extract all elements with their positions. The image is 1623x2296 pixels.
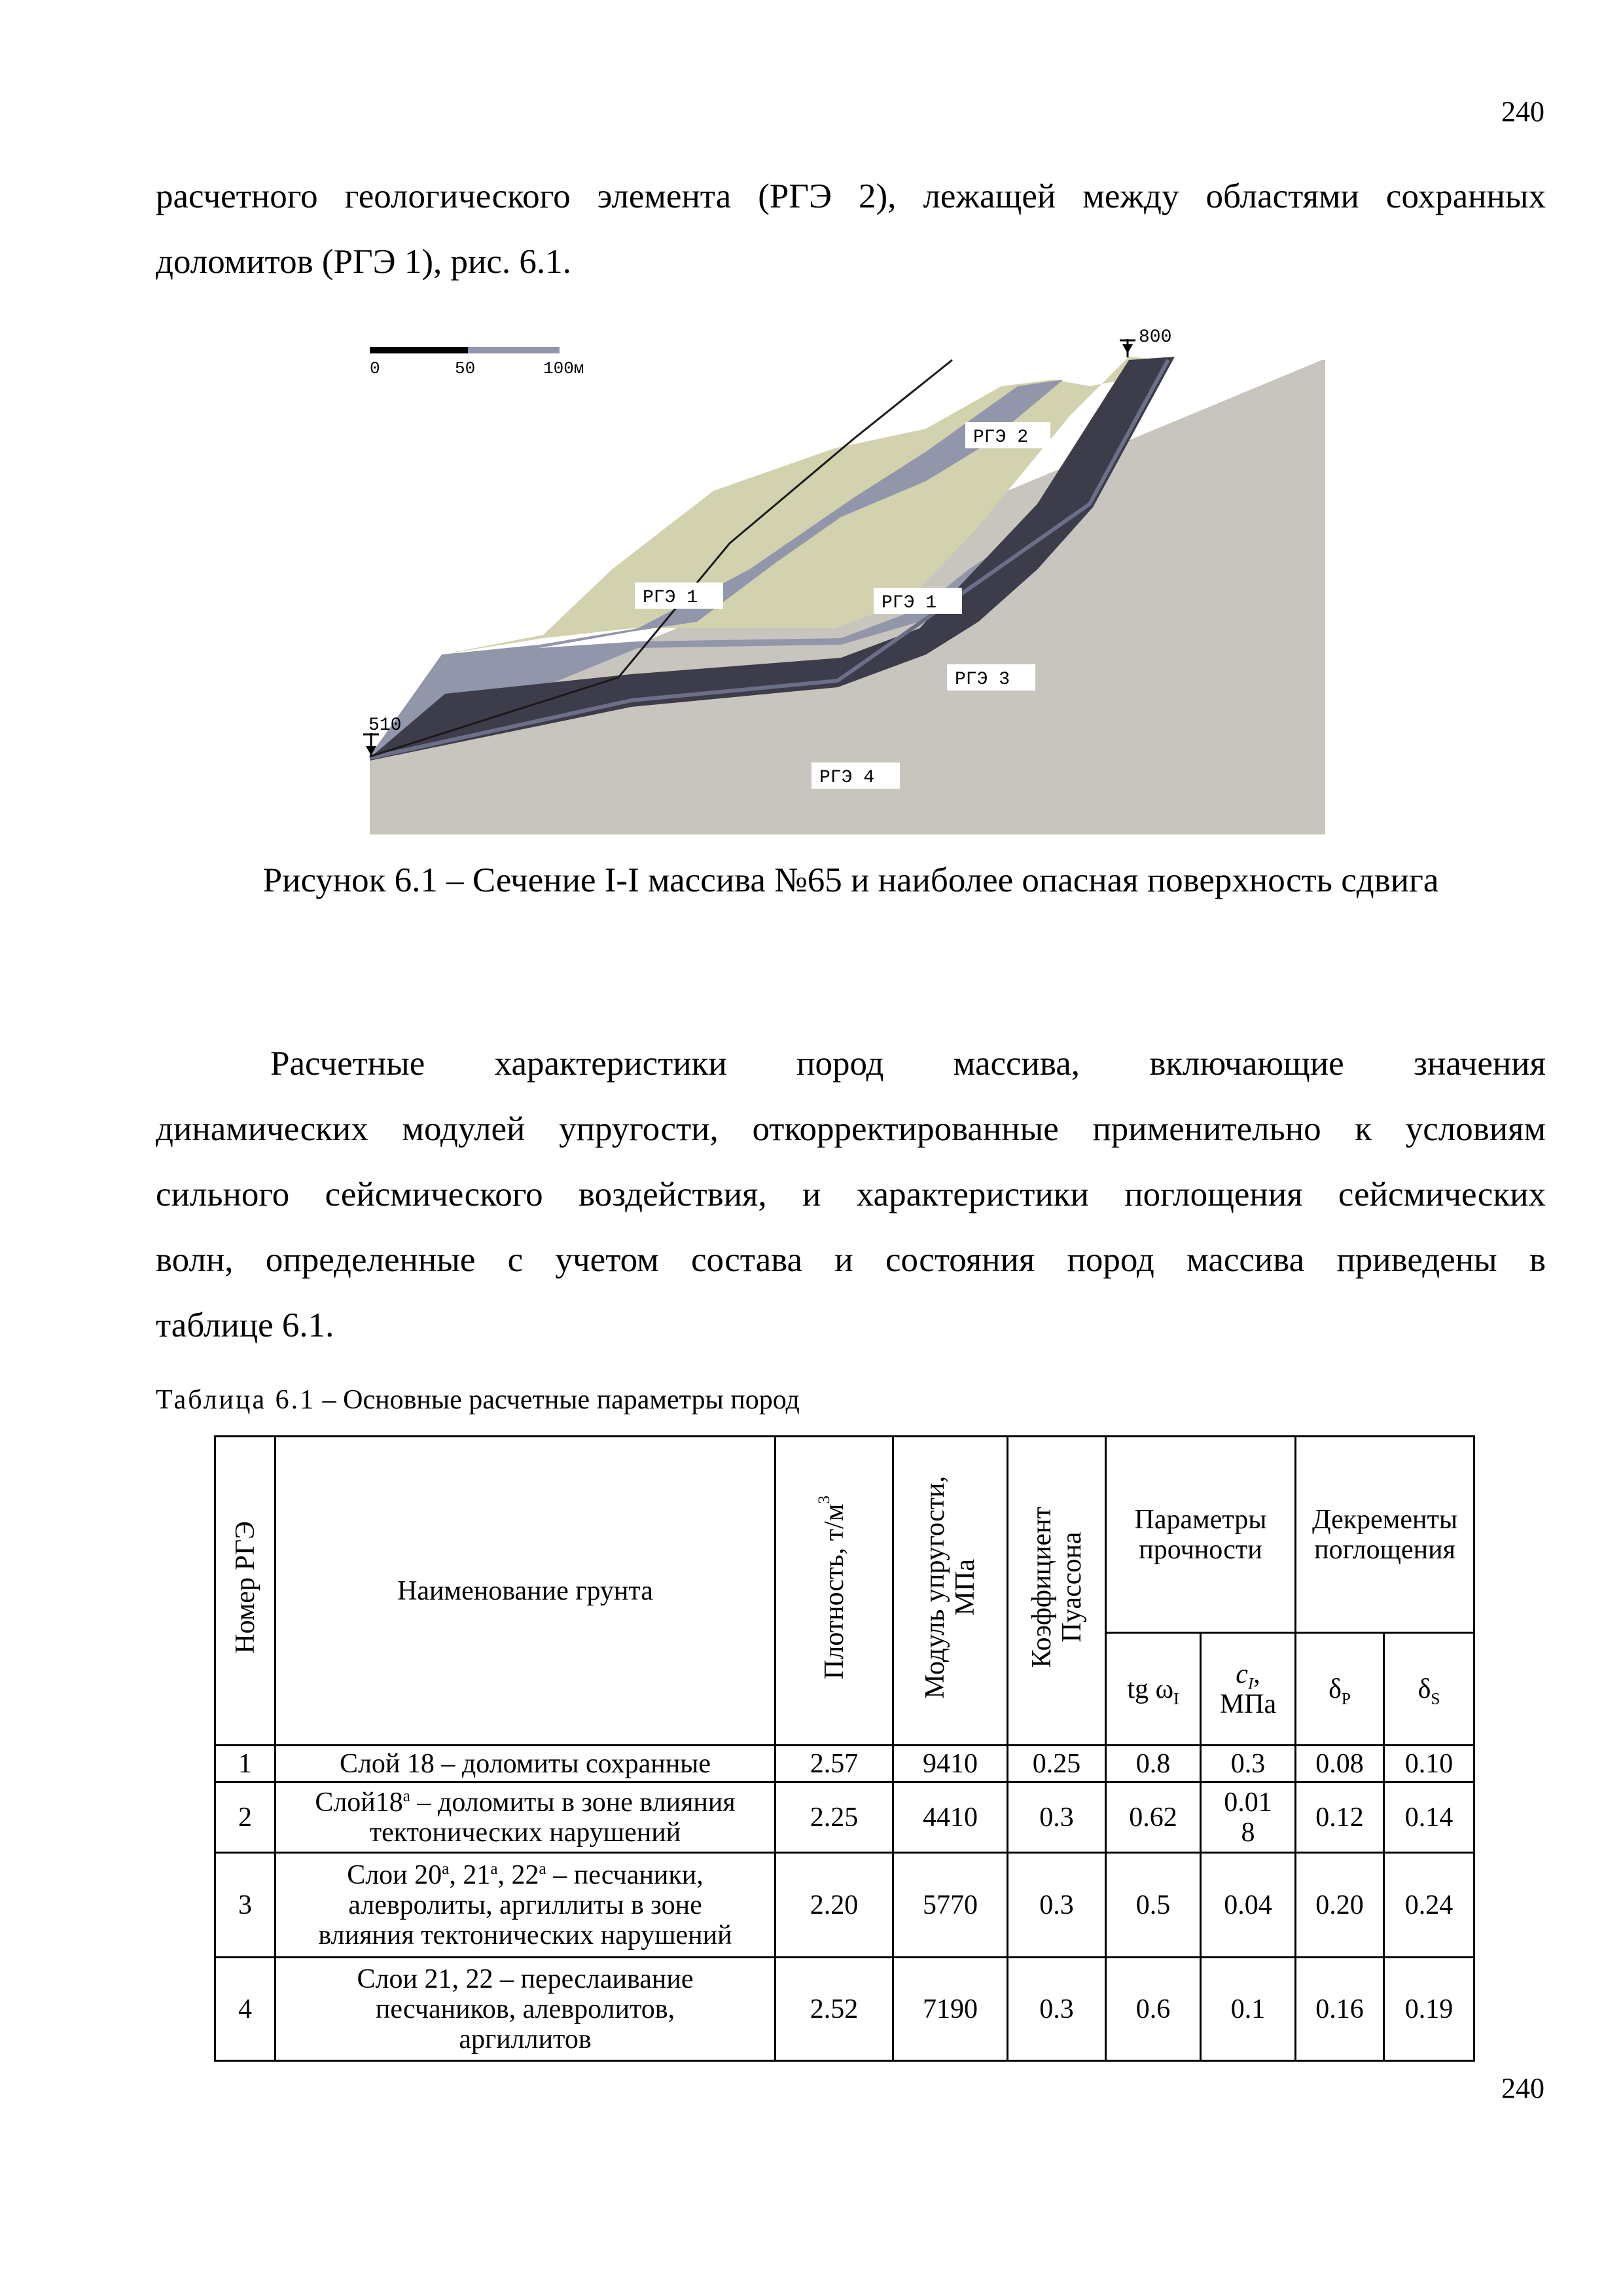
- cell-ds: 0.24: [1384, 1853, 1474, 1958]
- zone-label-rge1-right: [874, 588, 962, 614]
- table-row: [215, 1782, 1474, 1853]
- header-c: $c_I$, МПа: [1201, 1633, 1296, 1746]
- page-number-bottom: 240: [1501, 2072, 1544, 2104]
- text-line: доломитов (РГЭ 1), рис. 6.1.: [156, 243, 571, 281]
- cell-c: 0.04: [1201, 1853, 1296, 1958]
- cell-c: 0.3: [1201, 1746, 1296, 1782]
- cell-density: 2.52: [776, 1958, 893, 2061]
- cell-modulus: 5770: [893, 1853, 1008, 1958]
- cell-name: Слои 21, 22 – переслаивание песчаников, алевролитов, аргиллитов: [276, 1958, 776, 2061]
- scale-label: 0: [370, 359, 380, 378]
- cell-poisson: 0.3: [1008, 1958, 1106, 2061]
- cell-density: 2.20: [776, 1853, 893, 1958]
- table-caption-dash: –: [315, 1385, 344, 1415]
- scale-label: 100м: [543, 359, 584, 378]
- cell-name: Слои $20^а$, $21^а$, $22^а$ – песчаники, алевролиты, аргиллиты в зоне влияния тектонических нарушений: [276, 1853, 776, 1958]
- svg-text:РГЭ 4: РГЭ 4: [819, 768, 875, 788]
- cell-dp: 0.08: [1296, 1746, 1384, 1782]
- page-number-top: 240: [1501, 96, 1544, 128]
- cell-poisson: 0.25: [1008, 1746, 1106, 1782]
- cell-density: 2.57: [776, 1746, 893, 1782]
- zone-label-rge2: [965, 422, 1050, 448]
- cell-tg: 0.62: [1106, 1782, 1201, 1853]
- zone-label-rge3: [947, 664, 1035, 691]
- text-line: сильного сейсмического воздействия, и характеристики поглощения сейсмических: [156, 1175, 1546, 1213]
- cell-name: Слой 18 – доломиты сохранные: [276, 1746, 776, 1782]
- scale-bar-black: [370, 347, 468, 353]
- cell-dp: 0.12: [1296, 1782, 1384, 1853]
- header-decrements: Декременты поглощения: [1296, 1437, 1474, 1633]
- table-row: [215, 1958, 1474, 2061]
- cell-tg: 0.5: [1106, 1853, 1201, 1958]
- intro-paragraph: [156, 164, 1546, 295]
- elevation-label-top: 800: [1139, 327, 1172, 348]
- cell-density: 2.25: [776, 1782, 893, 1853]
- cell-poisson: 0.3: [1008, 1782, 1106, 1853]
- cell-dp: 0.16: [1296, 1958, 1384, 2061]
- text-line: Расчетные характеристики пород массива, включающие значения: [270, 1045, 1546, 1083]
- svg-text:РГЭ 3: РГЭ 3: [955, 670, 1010, 690]
- scale-bar-blue: [468, 347, 560, 353]
- table-row: [215, 1746, 1474, 1782]
- header-dp: $\delta_P$: [1296, 1633, 1384, 1746]
- header-name: Наименование грунта: [276, 1437, 776, 1746]
- header-modulus: Модуль упругости, МПа: [893, 1437, 1008, 1746]
- svg-text:РГЭ 1: РГЭ 1: [643, 588, 698, 608]
- slope-section-figure: [357, 321, 1364, 838]
- header-strength: Параметры прочности: [1106, 1437, 1296, 1633]
- cell-number: 4: [215, 1958, 276, 2061]
- svg-text:РГЭ 1: РГЭ 1: [882, 593, 937, 613]
- cell-modulus: 4410: [893, 1782, 1008, 1853]
- cell-ds: 0.19: [1384, 1958, 1474, 2061]
- cell-tg: 0.8: [1106, 1746, 1201, 1782]
- body-paragraph: [156, 1031, 1546, 1358]
- zone-label-rge1-left: [635, 583, 723, 609]
- cell-number: 2: [215, 1782, 276, 1853]
- cell-ds: 0.14: [1384, 1782, 1474, 1853]
- header-poisson: Коэффициент Пуассона: [1008, 1437, 1106, 1746]
- table-caption-lead: Таблица 6.1: [156, 1385, 316, 1415]
- cell-c: 0.1: [1201, 1958, 1296, 2061]
- table-row: [215, 1853, 1474, 1958]
- scale-label: 50: [455, 359, 476, 378]
- cell-ds: 0.10: [1384, 1746, 1474, 1782]
- table-caption-title: Основные расчетные параметры пород: [343, 1385, 800, 1415]
- text-line: волн, определенные с учетом состава и состояния пород массива приведены в: [156, 1241, 1546, 1279]
- figure-caption: Рисунок 6.1 – Сечение I-I массива №65 и наиболее опасная поверхность сдвига: [262, 861, 1439, 899]
- cell-c: 0.01 8: [1201, 1782, 1296, 1853]
- cell-poisson: 0.3: [1008, 1853, 1106, 1958]
- table-caption: [156, 1384, 800, 1416]
- text-line: расчетного геологического элемента (РГЭ 2), лежащей между областями сохранных: [156, 177, 1546, 215]
- cell-name: $Слой18^а$ – доломиты в зоне влияния тектонических нарушений: [276, 1782, 776, 1853]
- header-density: Плотность, $т/м^3$: [776, 1437, 893, 1746]
- header-ds: $\delta_S$: [1384, 1633, 1474, 1746]
- text-line: таблице 6.1.: [156, 1306, 334, 1344]
- header-number: Номер РГЭ: [215, 1437, 276, 1746]
- header-tg: tg $\omega_I$: [1106, 1633, 1201, 1746]
- svg-text:РГЭ 2: РГЭ 2: [973, 427, 1029, 448]
- cell-dp: 0.20: [1296, 1853, 1384, 1958]
- text-line: динамических модулей упругости, откорректированные применительно к условиям: [156, 1110, 1546, 1148]
- cell-number: 3: [215, 1853, 276, 1958]
- cell-tg: 0.6: [1106, 1958, 1201, 2061]
- cell-number: 1: [215, 1746, 276, 1782]
- cell-modulus: 7190: [893, 1958, 1008, 2061]
- rock-parameters-table: [214, 1435, 1475, 2062]
- elevation-label-bottom: 510: [368, 715, 402, 736]
- cell-modulus: 9410: [893, 1746, 1008, 1782]
- zone-label-rge4: [812, 762, 900, 789]
